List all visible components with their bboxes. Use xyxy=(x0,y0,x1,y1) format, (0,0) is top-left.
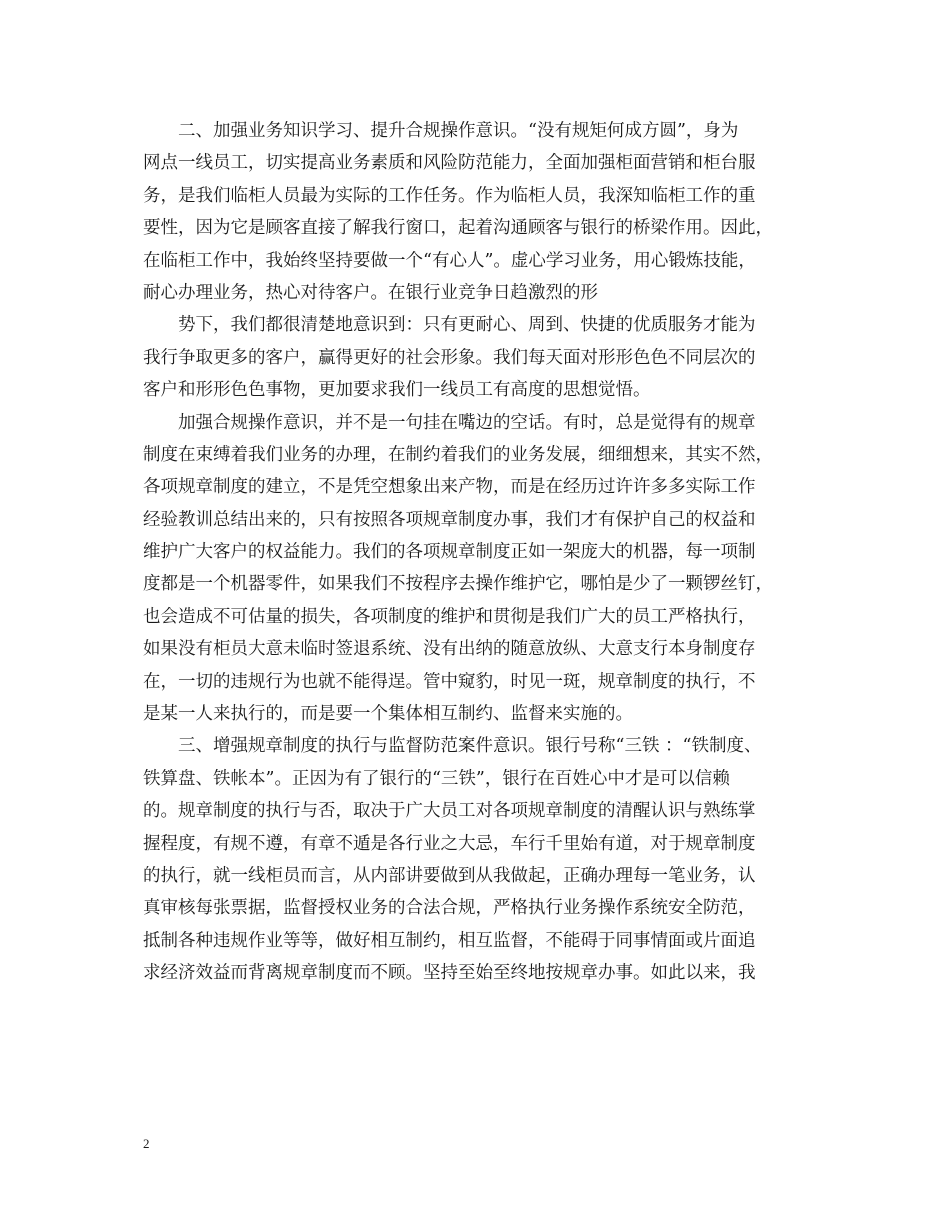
text-line: 经验教训总结出来的，只有按照各项规章制度办事，我们才有保护自己的权益和 xyxy=(143,509,756,530)
text-line: 如果没有柜员大意未临时签退系统、没有出纳的随意放纵、大意支行本身制度存 xyxy=(143,639,756,660)
text-line: 也会造成不可估量的损失，各项制度的维护和贯彻是我们广大的员工严格执行， xyxy=(143,606,756,627)
text-line: 客户和形形色色事物，更加要求我们一线员工有高度的思想觉悟。 xyxy=(143,380,651,401)
text-line: 的执行，就一线柜员而言，从内部讲要做到从我做起，正确办理每一笔业务，认 xyxy=(143,865,756,886)
text-line: 势下，我们都很清楚地意识到：只有更耐心、周到、快捷的优质服务才能为 xyxy=(178,315,756,336)
page-number: 2 xyxy=(143,1136,150,1151)
text-line: 是某一人来执行的，而是要一个集体相互制约、监督来实施的。 xyxy=(143,704,633,725)
text-line: 的。规章制度的执行与否，取决于广大员工对各项规章制度的清醒认识与熟练掌 xyxy=(143,801,756,822)
text-line: 在临柜工作中，我始终坚持要做一个“有心人”。虚心学习业务，用心锻炼技能， xyxy=(143,250,756,271)
text-line: 要性，因为它是顾客直接了解我行窗口，起着沟通顾客与银行的桥梁作用。因此， xyxy=(143,218,773,239)
text-line: 二、加强业务知识学习、提升合规操作意识。“没有规矩何成方圆”，身为 xyxy=(178,121,739,141)
body-text xyxy=(143,115,823,990)
text-line: 铁算盘、铁帐本”。正因为有了银行的“三铁”，银行在百姓心中才是可以信赖 xyxy=(143,768,730,789)
text-line: 耐心办理业务，热心对待客户。在银行业竞争日趋激烈的形 xyxy=(143,282,598,303)
text-line: 各项规章制度的建立，不是凭空想象出来产物，而是在经历过许许多多实际工作 xyxy=(143,477,756,498)
text-line: 三、增强规章制度的执行与监督防范案件意识。银行号称“三铁 ：“铁制度、 xyxy=(178,736,762,757)
text-line: 维护广大客户的权益能力。我们的各项规章制度正如一架庞大的机器，每一项制 xyxy=(143,542,756,563)
text-line: 我行争取更多的客户，赢得更好的社会形象。我们每天面对形形色色不同层次的 xyxy=(143,347,756,368)
text-line: 在，一切的违规行为也就不能得逞。管中窥豹，时见一斑，规章制度的执行，不 xyxy=(143,671,756,692)
text-line: 度都是一个机器零件，如果我们不按程序去操作维护它，哪怕是少了一颗锣丝钉， xyxy=(143,574,773,595)
text-line: 加强合规操作意识，并不是一句挂在嘴边的空话。有时，总是觉得有的规章 xyxy=(178,412,756,433)
text-line: 握程度，有规不遵，有章不遁是各行业之大忌，车行千里始有道，对于规章制度 xyxy=(143,833,756,854)
text-line: 抵制各种违规作业等等，做好相互制约，相互监督，不能碍于同事情面或片面追 xyxy=(143,930,756,951)
text-line: 制度在束缚着我们业务的办理，在制约着我们的业务发展，细细想来，其实不然， xyxy=(143,444,773,465)
text-line: 求经济效益而背离规章制度而不顾。坚持至始至终地按规章办事。如此以来，我 xyxy=(143,963,756,984)
text-line: 网点一线员工，切实提高业务素质和风险防范能力，全面加强柜面营销和柜台服 xyxy=(143,153,756,174)
text-line: 真审核每张票据，监督授权业务的合法合规，严格执行业务操作系统安全防范， xyxy=(143,898,756,919)
text-line: 务，是我们临柜人员最为实际的工作任务。作为临柜人员，我深知临柜工作的重 xyxy=(143,185,756,206)
